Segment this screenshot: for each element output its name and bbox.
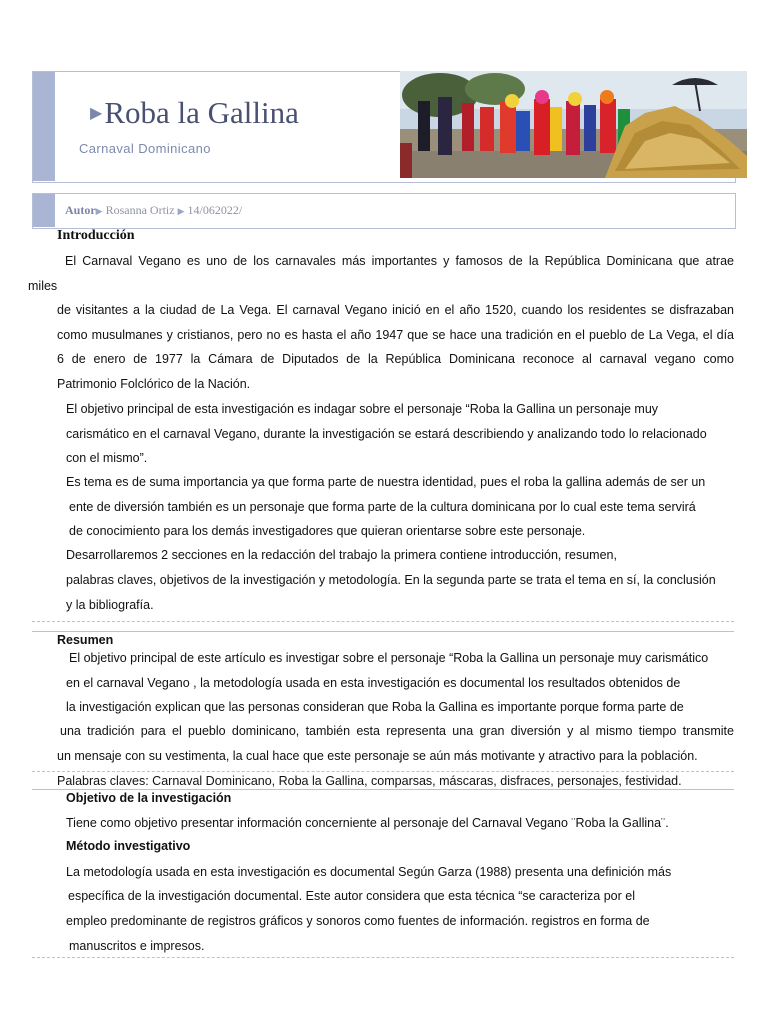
section-divider [32,789,734,790]
resumen-line: una tradición para el pueblo dominicano, también esta representa una gran diversión y al mismo tiempo transmite [60,724,734,738]
intro-heading: Introducción [57,228,135,243]
metodo-line: manuscritos e impresos. [69,939,205,953]
intro-line: y la bibliografía. [66,598,154,612]
intro-line: de visitantes a la ciudad de La Vega. El carnaval Vegano inició en el año 1520, cuando los residentes se disfrazaban [57,303,734,317]
metodo-line: La metodología usada en esta investigación es documental Según Garza (1988) presenta una definición más [66,865,672,879]
intro-line: El objetivo principal de esta investigación es indagar sobre el personaje “Roba la Gallina un personaje muy [66,402,659,416]
resumen-line: un mensaje con su vestimenta, la cual hace que este personaje se aún más motivante y atractivo para la población. [57,749,698,763]
author-line [65,203,242,218]
intro-line: Desarrollaremos 2 secciones en la redacción del trabajo la primera contiene introducción, resumen, [66,548,617,562]
section-divider [32,621,734,622]
author-accent-stripe [33,194,55,227]
intro-line: 6 de enero de 1977 la Cámara de Diputados de la República Dominicana reconoce al carnaval vegano como [57,352,734,366]
intro-line: carismático en el carnaval Vegano, durante la investigación se estará describiendo y analizando todo lo relacionado [66,427,707,441]
carnival-photo-graphic [400,71,747,178]
keywords-line: Palabras claves: Carnaval Dominicano, Roba la Gallina, comparsas, máscaras, disfraces, personajes, festividad. [57,774,682,788]
resumen-line: la investigación explican que las personas consideran que Roba la Gallina es importante porque forma parte de [66,700,684,714]
resumen-heading: Resumen [57,633,114,647]
triangle-separator-icon: ▶ [177,206,185,216]
author-date: 14/062022/ [187,203,243,217]
intro-line: de conocimiento para los demás investigadores que quieran orientarse sobre este personaje. [69,524,586,538]
document-title-text: Roba la Gallina [104,95,299,130]
triangle-separator-icon: ▶ [95,206,103,216]
intro-line: El Carnaval Vegano es uno de los carnavales más importantes y famosos de la República Dominicana que atrae [65,254,734,268]
header-accent-stripe [33,72,55,181]
metodo-line: específica de la investigación documental. Este autor considera que esta técnica “se caracteriza por el [68,889,635,903]
objetivo-heading: Objetivo de la investigación [66,791,232,805]
document-subtitle: Carnaval Dominicano [79,141,211,156]
intro-line: Es tema es de suma importancia ya que forma parte de nuestra identidad, pues el roba la gallina además de ser un [66,475,706,489]
section-divider [32,631,734,632]
resumen-line: El objetivo principal de este artículo es investigar sobre el personaje “Roba la Gallina un personaje muy carismático [69,651,709,665]
section-divider [32,771,734,772]
metodo-line: empleo predominante de registros gráficos y sonoros como fuentes de información. registros en forma de [66,914,650,928]
triangle-bullet-icon: ▶ [90,105,103,122]
objetivo-text: Tiene como objetivo presentar información concerniente al personaje del Carnaval Vegano ¨Roba la Gallina¨. [66,816,669,830]
intro-line: como musulmanes y cristianos, pero no es hasta el año 1947 que se hace una tradición en el pueblo de La Vega, el día [57,328,734,342]
intro-line: ente de diversión también es un personaje que forma parte de la cultura dominicana por lo cual este tema servirá [69,500,696,514]
resumen-line: en el carnaval Vegano , la metodología usada en esta investigación es documental los resultados obtenidos de [66,676,681,690]
author-name: Rosanna Ortiz [105,203,175,217]
intro-line: palabras claves, objetivos de la investigación y metodología. En la segunda parte se trata el tema en sí, la conclusión [66,573,716,587]
document-title [90,95,299,131]
intro-line: Patrimonio Folclórico de la Nación. [57,377,251,391]
intro-line: miles [28,279,58,293]
intro-line: con el mismo”. [66,451,148,465]
metodo-heading: Método investigativo [66,839,191,853]
author-label: Autor [65,203,96,217]
section-divider [32,957,734,958]
carnival-photo [400,71,747,178]
